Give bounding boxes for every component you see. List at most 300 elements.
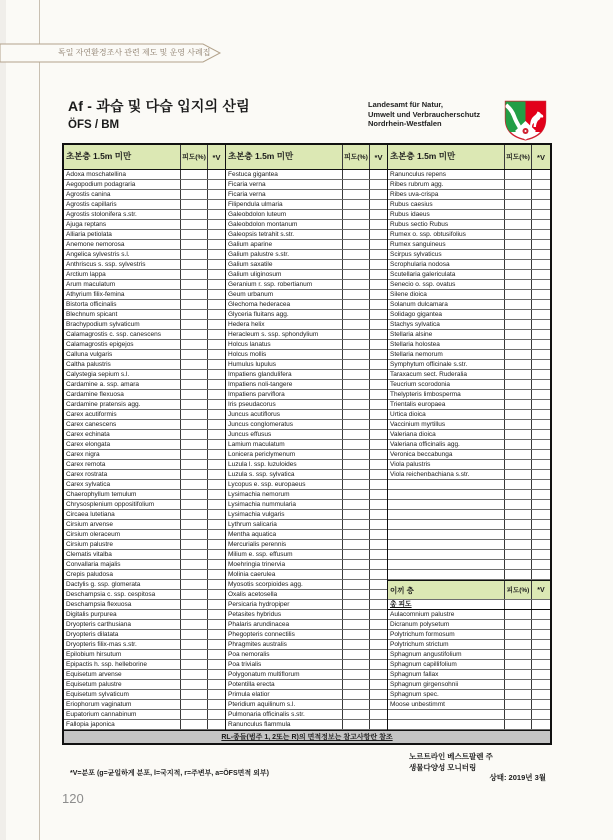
distribution-value-cell bbox=[370, 640, 387, 649]
table-row bbox=[226, 210, 387, 220]
distribution-value-cell bbox=[532, 560, 550, 569]
cover-value-cell bbox=[343, 310, 370, 319]
distribution-value-cell bbox=[532, 440, 550, 449]
empty-row bbox=[388, 720, 550, 730]
species-cell: Vaccinium myrtillus bbox=[388, 420, 505, 429]
distribution-value-cell bbox=[532, 420, 550, 429]
table-row bbox=[388, 300, 550, 310]
species-cell: Valeriana dioica bbox=[388, 430, 505, 439]
cover-value-cell bbox=[181, 670, 208, 679]
species-cell bbox=[388, 500, 505, 509]
cover-value-cell bbox=[181, 450, 208, 459]
table-row bbox=[388, 630, 550, 640]
cover-value-cell bbox=[181, 630, 208, 639]
distribution-value-cell bbox=[532, 480, 550, 489]
distribution-value-cell bbox=[532, 320, 550, 329]
distribution-value-cell bbox=[532, 520, 550, 529]
species-cell: Holcus mollis bbox=[226, 350, 343, 359]
species-cell: Cirsium arvense bbox=[64, 520, 181, 529]
species-cell: Rubus idaeus bbox=[388, 210, 505, 219]
cover-value-cell bbox=[343, 220, 370, 229]
distribution-value-cell bbox=[532, 690, 550, 699]
empty-row bbox=[388, 550, 550, 560]
species-cell: Urtica dioica bbox=[388, 410, 505, 419]
cover-value-cell: 피도(%) bbox=[505, 581, 532, 599]
table-row bbox=[388, 180, 550, 190]
species-cell: Luzula l. ssp. luzuloides bbox=[226, 460, 343, 469]
cover-value-cell bbox=[181, 460, 208, 469]
status-date: 상태: 2019년 3월 bbox=[489, 773, 546, 782]
cover-value-cell bbox=[181, 610, 208, 619]
distribution-value-cell bbox=[532, 670, 550, 679]
cover-value-cell bbox=[505, 470, 532, 479]
distribution-value-cell bbox=[208, 610, 225, 619]
species-cell: Cardamine pratensis agg. bbox=[64, 400, 181, 409]
cover-value-cell bbox=[343, 670, 370, 679]
cover-value-cell bbox=[181, 540, 208, 549]
cover-value-cell bbox=[343, 510, 370, 519]
cover-value-cell bbox=[181, 650, 208, 659]
table-row bbox=[388, 700, 550, 710]
cover-value-cell bbox=[181, 280, 208, 289]
distribution-value-cell bbox=[208, 430, 225, 439]
distribution-value-cell bbox=[370, 180, 387, 189]
table-row bbox=[388, 380, 550, 390]
distribution-value-cell bbox=[370, 230, 387, 239]
cover-value-cell bbox=[505, 690, 532, 699]
species-cell: Rubus caesius bbox=[388, 200, 505, 209]
distribution-value-cell bbox=[532, 680, 550, 689]
cover-value-cell bbox=[505, 280, 532, 289]
species-cell: Agrostis capillaris bbox=[64, 200, 181, 209]
species-cell: Epipactis h. ssp. helleborine bbox=[64, 660, 181, 669]
cover-value-cell bbox=[505, 490, 532, 499]
table-row bbox=[64, 230, 225, 240]
cover-value-cell: 피도(%) bbox=[343, 145, 370, 169]
distribution-value-cell bbox=[370, 500, 387, 509]
species-cell: Galium palustre s.str. bbox=[226, 250, 343, 259]
table-row bbox=[64, 380, 225, 390]
cover-value-cell bbox=[181, 520, 208, 529]
species-cell: Silene dioica bbox=[388, 290, 505, 299]
cover-value-cell bbox=[181, 720, 208, 729]
species-cell: Primula elatior bbox=[226, 690, 343, 699]
table-row bbox=[388, 240, 550, 250]
species-cell: Sphagnum spec. bbox=[388, 690, 505, 699]
species-cell: Lysimachia nummularia bbox=[226, 500, 343, 509]
distribution-value-cell bbox=[370, 360, 387, 369]
species-cell: Lysimachia nemorum bbox=[226, 490, 343, 499]
table-row bbox=[226, 710, 387, 720]
table-row bbox=[226, 670, 387, 680]
cover-value-cell bbox=[505, 370, 532, 379]
species-cell: Solidago gigantea bbox=[388, 310, 505, 319]
species-cell: Symphytum officinale s.str. bbox=[388, 360, 505, 369]
cover-value-cell bbox=[181, 360, 208, 369]
table-row bbox=[388, 660, 550, 670]
empty-row bbox=[388, 520, 550, 530]
table-row bbox=[64, 530, 225, 540]
distribution-value-cell bbox=[532, 570, 550, 579]
distribution-value-cell bbox=[208, 280, 225, 289]
species-cell: Luzula s. ssp. sylvatica bbox=[226, 470, 343, 479]
cover-value-cell bbox=[181, 390, 208, 399]
cover-value-cell bbox=[343, 210, 370, 219]
table-row bbox=[64, 220, 225, 230]
distribution-value-cell bbox=[532, 210, 550, 219]
table-row bbox=[226, 390, 387, 400]
species-cell: Rumex o. ssp. obtusifolius bbox=[388, 230, 505, 239]
table-row bbox=[226, 690, 387, 700]
total-cover-label: 총 피도 bbox=[388, 600, 505, 609]
species-cell: Cirsium oleraceum bbox=[64, 530, 181, 539]
species-cell: Molinia caerulea bbox=[226, 570, 343, 579]
distribution-value-cell bbox=[208, 290, 225, 299]
cover-value-cell bbox=[343, 680, 370, 689]
cover-value-cell bbox=[343, 490, 370, 499]
table-row bbox=[64, 200, 225, 210]
table-row bbox=[388, 250, 550, 260]
cover-value-cell bbox=[505, 700, 532, 709]
species-cell bbox=[388, 710, 505, 719]
empty-row bbox=[388, 560, 550, 570]
species-cell: Galium saxatile bbox=[226, 260, 343, 269]
distribution-value-cell bbox=[532, 650, 550, 659]
cover-value-cell bbox=[505, 350, 532, 359]
cover-value-cell bbox=[505, 290, 532, 299]
cover-value-cell bbox=[343, 280, 370, 289]
distribution-value-cell bbox=[370, 530, 387, 539]
cover-value-cell bbox=[505, 330, 532, 339]
species-cell: Galeopsis tetrahit s.str. bbox=[226, 230, 343, 239]
species-cell: Scutellaria galericulata bbox=[388, 270, 505, 279]
table-row bbox=[388, 320, 550, 330]
species-cell: Lamium maculatum bbox=[226, 440, 343, 449]
herb-layer-header bbox=[64, 145, 225, 170]
species-cell: Mentha aquatica bbox=[226, 530, 343, 539]
table-row bbox=[388, 390, 550, 400]
species-cell: Carex elongata bbox=[64, 440, 181, 449]
table-row bbox=[64, 290, 225, 300]
cover-value-cell bbox=[343, 290, 370, 299]
table-row bbox=[226, 220, 387, 230]
cover-value-cell bbox=[343, 550, 370, 559]
distribution-value-cell bbox=[532, 460, 550, 469]
species-cell: Lysimachia vulgaris bbox=[226, 510, 343, 519]
species-cell: Scirpus sylvaticus bbox=[388, 250, 505, 259]
distribution-value-cell bbox=[208, 250, 225, 259]
distribution-value-cell bbox=[370, 620, 387, 629]
species-cell: Lythrum salicaria bbox=[226, 520, 343, 529]
table-row bbox=[388, 400, 550, 410]
distribution-value-cell bbox=[208, 380, 225, 389]
table-row bbox=[388, 210, 550, 220]
cover-value-cell bbox=[343, 240, 370, 249]
distribution-value-cell bbox=[370, 260, 387, 269]
agency-name bbox=[368, 100, 480, 129]
cover-value-cell bbox=[505, 650, 532, 659]
distribution-value-cell bbox=[532, 550, 550, 559]
cover-value-cell bbox=[181, 380, 208, 389]
distribution-value-cell bbox=[370, 480, 387, 489]
cover-value-cell bbox=[505, 550, 532, 559]
table-row bbox=[226, 530, 387, 540]
cover-value-cell bbox=[343, 580, 370, 589]
species-cell: Adoxa moschatellina bbox=[64, 170, 181, 179]
distribution-value-cell bbox=[532, 330, 550, 339]
species-cell: Eupatorium cannabinum bbox=[64, 710, 181, 719]
table-row bbox=[64, 190, 225, 200]
species-cell: Holcus lanatus bbox=[226, 340, 343, 349]
species-cell: Mercurialis perennis bbox=[226, 540, 343, 549]
table-row bbox=[226, 230, 387, 240]
cover-value-cell bbox=[505, 210, 532, 219]
cover-value-cell bbox=[505, 270, 532, 279]
distribution-value-cell bbox=[208, 220, 225, 229]
species-cell: Poa trivialis bbox=[226, 660, 343, 669]
species-cell: Brachypodium sylvaticum bbox=[64, 320, 181, 329]
cover-value-cell bbox=[343, 700, 370, 709]
table-row bbox=[64, 590, 225, 600]
distribution-value-cell bbox=[208, 360, 225, 369]
cover-value-cell bbox=[505, 200, 532, 209]
cover-value-cell bbox=[343, 250, 370, 259]
agency-line: Nordrhein-Westfalen bbox=[368, 119, 442, 128]
empty-row bbox=[388, 490, 550, 500]
cover-value-cell bbox=[181, 300, 208, 309]
table-row bbox=[64, 720, 225, 730]
species-cell: Anthriscus s. ssp. sylvestris bbox=[64, 260, 181, 269]
cover-value-cell bbox=[181, 680, 208, 689]
distribution-value-cell bbox=[370, 700, 387, 709]
herb-layer-header bbox=[388, 145, 550, 170]
species-cell: Carex canescens bbox=[64, 420, 181, 429]
table-row bbox=[226, 600, 387, 610]
cover-value-cell bbox=[505, 320, 532, 329]
table-row bbox=[388, 290, 550, 300]
table-row bbox=[226, 400, 387, 410]
species-cell: Cardamine a. ssp. amara bbox=[64, 380, 181, 389]
cover-value-cell bbox=[181, 510, 208, 519]
table-row bbox=[64, 700, 225, 710]
table-row bbox=[388, 470, 550, 480]
table-row bbox=[388, 360, 550, 370]
table-row bbox=[226, 280, 387, 290]
cover-value-cell bbox=[181, 410, 208, 419]
table-row bbox=[226, 430, 387, 440]
distribution-value-cell bbox=[370, 550, 387, 559]
species-cell: Carex remota bbox=[64, 460, 181, 469]
cover-value-cell bbox=[343, 190, 370, 199]
table-row bbox=[64, 480, 225, 490]
cover-value-cell bbox=[343, 200, 370, 209]
cover-value-cell bbox=[343, 300, 370, 309]
distribution-value-cell bbox=[208, 540, 225, 549]
species-cell: Aegopodium podagraria bbox=[64, 180, 181, 189]
table-row bbox=[226, 590, 387, 600]
species-cell: Senecio o. ssp. ovatus bbox=[388, 280, 505, 289]
cover-value-cell bbox=[343, 350, 370, 359]
cover-value-cell bbox=[505, 670, 532, 679]
species-cell: Filipendula ulmaria bbox=[226, 200, 343, 209]
table-row bbox=[388, 610, 550, 620]
species-cell: Ranunculus flammula bbox=[226, 720, 343, 729]
table-row bbox=[226, 340, 387, 350]
cover-value-cell bbox=[343, 340, 370, 349]
species-cell: Athyrium filix-femina bbox=[64, 290, 181, 299]
cover-value-cell bbox=[181, 340, 208, 349]
distribution-value-cell bbox=[532, 200, 550, 209]
cover-value-cell bbox=[343, 410, 370, 419]
distribution-value-cell bbox=[532, 450, 550, 459]
distribution-value-cell bbox=[532, 470, 550, 479]
species-cell: Pulmonaria officinalis s.str. bbox=[226, 710, 343, 719]
empty-row bbox=[388, 530, 550, 540]
distribution-value-cell bbox=[208, 270, 225, 279]
species-cell bbox=[388, 560, 505, 569]
distribution-value-cell bbox=[532, 220, 550, 229]
species-cell: Cardamine flexuosa bbox=[64, 390, 181, 399]
distribution-value-cell bbox=[370, 610, 387, 619]
table-row bbox=[64, 630, 225, 640]
table-row bbox=[226, 310, 387, 320]
table-row bbox=[226, 360, 387, 370]
cover-value-cell bbox=[181, 560, 208, 569]
distribution-value-cell bbox=[370, 460, 387, 469]
distribution-value-cell bbox=[208, 480, 225, 489]
species-cell: Oxalis acetosella bbox=[226, 590, 343, 599]
table-row bbox=[64, 390, 225, 400]
table-row bbox=[64, 410, 225, 420]
distribution-value-cell bbox=[370, 440, 387, 449]
distribution-value-cell bbox=[532, 490, 550, 499]
distribution-value-cell bbox=[208, 630, 225, 639]
distribution-value-cell bbox=[208, 440, 225, 449]
table-row bbox=[226, 550, 387, 560]
distribution-value-cell bbox=[370, 200, 387, 209]
cover-value-cell bbox=[343, 690, 370, 699]
distribution-value-cell bbox=[208, 180, 225, 189]
species-cell: Potentilla erecta bbox=[226, 680, 343, 689]
species-cell: Galium uliginosum bbox=[226, 270, 343, 279]
cover-value-cell bbox=[505, 430, 532, 439]
cover-value-cell bbox=[505, 300, 532, 309]
species-cell: Lonicera periclymenum bbox=[226, 450, 343, 459]
distribution-value-cell bbox=[208, 670, 225, 679]
table-row bbox=[226, 650, 387, 660]
table-row bbox=[226, 610, 387, 620]
distribution-value-cell bbox=[370, 350, 387, 359]
species-cell: Carex acutiformis bbox=[64, 410, 181, 419]
distribution-value-cell bbox=[370, 400, 387, 409]
table-row bbox=[64, 270, 225, 280]
cover-value-cell bbox=[181, 640, 208, 649]
layer-header-cell: 초본층 1.5m 미만 bbox=[64, 145, 181, 169]
distribution-value-cell bbox=[370, 580, 387, 589]
cover-value-cell bbox=[505, 570, 532, 579]
species-cell: Veronica beccabunga bbox=[388, 450, 505, 459]
distribution-value-cell bbox=[370, 600, 387, 609]
table-row bbox=[388, 340, 550, 350]
table-row bbox=[64, 340, 225, 350]
cover-value-cell bbox=[181, 290, 208, 299]
distribution-value-cell bbox=[370, 690, 387, 699]
species-cell: Stellaria holostea bbox=[388, 340, 505, 349]
species-cell: Carex echinata bbox=[64, 430, 181, 439]
species-cell: Ficaria verna bbox=[226, 190, 343, 199]
species-cell: Geranium r. ssp. robertianum bbox=[226, 280, 343, 289]
distribution-value-cell bbox=[370, 340, 387, 349]
distribution-value-cell bbox=[532, 180, 550, 189]
cover-value-cell bbox=[181, 500, 208, 509]
species-cell: Chrysosplenium oppositifolium bbox=[64, 500, 181, 509]
table-row bbox=[64, 510, 225, 520]
distribution-value-cell bbox=[208, 310, 225, 319]
distribution-value-cell bbox=[208, 600, 225, 609]
table-row bbox=[226, 370, 387, 380]
distribution-value-cell bbox=[370, 240, 387, 249]
cover-value-cell bbox=[343, 530, 370, 539]
species-cell: Polygonatum multiflorum bbox=[226, 670, 343, 679]
moss-layer-header bbox=[388, 580, 550, 600]
distribution-value-cell bbox=[208, 640, 225, 649]
table-row bbox=[226, 490, 387, 500]
distribution-value-cell bbox=[370, 330, 387, 339]
species-cell: Humulus lupulus bbox=[226, 360, 343, 369]
table-row bbox=[388, 260, 550, 270]
table-row bbox=[226, 240, 387, 250]
distribution-value-cell bbox=[370, 320, 387, 329]
table-row bbox=[64, 280, 225, 290]
species-cell: Glyceria fluitans agg. bbox=[226, 310, 343, 319]
cover-value-cell bbox=[505, 500, 532, 509]
species-cell: Equisetum palustre bbox=[64, 680, 181, 689]
table-row bbox=[388, 690, 550, 700]
distribution-value-cell bbox=[532, 510, 550, 519]
table-row bbox=[226, 380, 387, 390]
distribution-value-cell bbox=[370, 540, 387, 549]
species-cell: Dactylis g. ssp. glomerata bbox=[64, 580, 181, 589]
table-row bbox=[388, 670, 550, 680]
cover-value-cell bbox=[343, 620, 370, 629]
distribution-value-cell bbox=[370, 570, 387, 579]
species-cell: Valeriana officinalis agg. bbox=[388, 440, 505, 449]
cover-value-cell bbox=[343, 650, 370, 659]
cover-value-cell bbox=[343, 560, 370, 569]
species-cell: Cirsium palustre bbox=[64, 540, 181, 549]
table-row bbox=[226, 260, 387, 270]
empty-row bbox=[388, 710, 550, 720]
table-row bbox=[64, 710, 225, 720]
distribution-value-cell bbox=[532, 610, 550, 619]
org-line: 생물다양성 모니터링 bbox=[409, 762, 477, 772]
species-cell: Moehringia trinervia bbox=[226, 560, 343, 569]
cover-value-cell bbox=[181, 190, 208, 199]
distribution-value-cell bbox=[370, 560, 387, 569]
table-row bbox=[226, 470, 387, 480]
layer-header-cell: 초본층 1.5m 미만 bbox=[388, 145, 505, 169]
cover-value-cell bbox=[181, 430, 208, 439]
distribution-value-cell bbox=[532, 340, 550, 349]
table-row bbox=[64, 550, 225, 560]
table-row bbox=[388, 200, 550, 210]
cover-value-cell bbox=[181, 350, 208, 359]
table-row bbox=[64, 370, 225, 380]
distribution-value-cell bbox=[370, 710, 387, 719]
table-row bbox=[388, 370, 550, 380]
distribution-value-cell bbox=[532, 260, 550, 269]
distribution-value-cell bbox=[208, 560, 225, 569]
